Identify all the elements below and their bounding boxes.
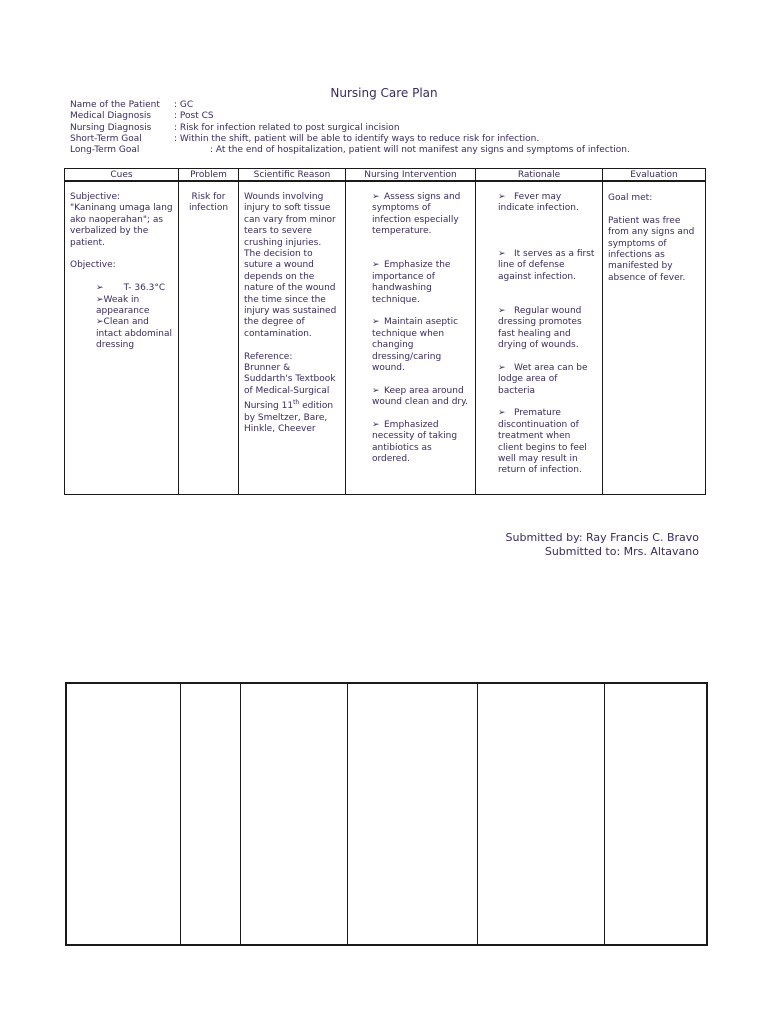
care-plan-table bbox=[64, 168, 706, 495]
arrow-bullet-icon: ➢ bbox=[372, 260, 380, 271]
subjective-label: Subjective: bbox=[70, 192, 121, 202]
arrow-bullet-icon: ➢ bbox=[498, 192, 506, 202]
objective-item-text: Weak in appearance bbox=[96, 294, 150, 317]
info-label: Short-Term Goal bbox=[70, 133, 142, 144]
header-problem: Problem bbox=[179, 169, 239, 182]
arrow-bullet-icon: ➢ bbox=[372, 420, 380, 431]
header-evaluation: Evaluation bbox=[603, 169, 706, 182]
arrow-bullet-icon: ➢ bbox=[498, 305, 506, 316]
info-value: : Within the shift, patient will be able to identify ways to reduce risk for infection. bbox=[174, 133, 540, 144]
intervention-text: Emphasize the importance of handwashing technique. bbox=[372, 260, 451, 305]
arrow-bullet-icon: ➢ bbox=[96, 283, 104, 294]
arrow-bullet-icon: ➢ bbox=[498, 362, 506, 373]
header-nursing-intervention: Nursing Intervention bbox=[346, 169, 476, 182]
submitted-by: Submitted by: Ray Francis C. Bravo bbox=[505, 531, 699, 544]
rationale-text: Fever may indicate infection. bbox=[498, 192, 579, 214]
arrow-bullet-icon: ➢ bbox=[498, 408, 506, 419]
list-item bbox=[70, 295, 173, 318]
blank-cell bbox=[240, 683, 347, 945]
rationale-text: Premature discontinuation of treatment when client begins to feel well may result in return of infection. bbox=[498, 408, 587, 476]
problem-cell bbox=[179, 181, 239, 495]
problem-text: Risk for infection bbox=[188, 192, 229, 214]
header-cues: Cues bbox=[65, 169, 179, 182]
scientific-reason-text: Wounds involving injury to soft tissue can vary from minor tears to severe crushing injuries. The decision to suture a wound depends on the nature of the wound the time since the injury was sustained the degree of contamination. bbox=[244, 192, 337, 339]
nursing-intervention-cell bbox=[346, 181, 476, 495]
list-item bbox=[346, 192, 471, 238]
info-label: Medical Diagnosis bbox=[70, 111, 152, 122]
info-label: Long-Term Goal bbox=[70, 145, 140, 156]
evaluation-cell bbox=[603, 181, 706, 495]
arrow-bullet-icon: ➢ bbox=[372, 192, 380, 202]
header-scientific-reason: Scientific Reason bbox=[239, 169, 346, 182]
evaluation-label: Goal met: bbox=[608, 193, 653, 203]
list-item bbox=[346, 317, 471, 374]
blank-cell bbox=[347, 683, 477, 945]
arrow-bullet-icon: ➢ bbox=[96, 317, 104, 328]
reference-text bbox=[244, 363, 340, 435]
info-value: : At the end of hospitalization, patient will not manifest any signs and symptoms of infection. bbox=[210, 145, 630, 156]
header-rationale: Rationale bbox=[476, 169, 603, 182]
blank-cell bbox=[604, 683, 707, 945]
list-item bbox=[498, 363, 596, 397]
objective-item-text: T- 36.3°C bbox=[123, 283, 166, 294]
rationale-text: Regular wound dressing promotes fast healing and drying of wounds. bbox=[498, 305, 582, 351]
table-row bbox=[66, 683, 707, 945]
rationale-text: It serves as a first line of defense against infection. bbox=[498, 248, 595, 282]
list-item bbox=[498, 306, 596, 352]
cues-cell bbox=[65, 181, 179, 495]
intervention-text: Maintain aseptic technique when changing dressing/caring wound. bbox=[372, 317, 459, 374]
table-row bbox=[65, 181, 706, 495]
rationale-cell bbox=[476, 181, 603, 495]
evaluation-text: Patient was free from any signs and symptoms of infections as manifested by absence of fever. bbox=[608, 215, 695, 283]
page-title: Nursing Care Plan bbox=[330, 86, 438, 100]
list-item bbox=[346, 386, 471, 409]
intervention-text: Emphasized necessity of taking antibiotics as ordered. bbox=[372, 420, 458, 465]
arrow-bullet-icon: ➢ bbox=[96, 294, 104, 305]
list-item bbox=[70, 283, 173, 294]
subjective-text: "Kaninang umaga lang ako naoperahan"; as verbalized by the patient. bbox=[70, 203, 173, 248]
intervention-text: Keep area around wound clean and dry. bbox=[372, 385, 469, 408]
scientific-reason-cell bbox=[239, 181, 346, 495]
intervention-text: Assess signs and symptoms of infection especially temperature. bbox=[372, 192, 461, 237]
list-item bbox=[346, 420, 471, 466]
blank-table bbox=[65, 682, 708, 946]
list-item bbox=[498, 408, 596, 476]
blank-cell bbox=[477, 683, 604, 945]
list-item bbox=[498, 249, 596, 283]
arrow-bullet-icon: ➢ bbox=[498, 248, 506, 259]
info-value: : Post CS bbox=[174, 111, 214, 122]
objective-item-text: Clean and intact abdominal dressing bbox=[96, 317, 173, 351]
info-label: Nursing Diagnosis bbox=[70, 122, 152, 133]
list-item bbox=[70, 317, 173, 351]
list-item bbox=[498, 192, 596, 215]
reference-pre: Brunner & Suddarth's Textbook of Medical-Surgical Nursing 11 bbox=[244, 363, 336, 412]
reference-sup: th bbox=[293, 399, 300, 407]
blank-cell bbox=[66, 683, 180, 945]
info-value: : Risk for infection related to post surgical incision bbox=[174, 122, 400, 133]
reference-label: Reference: bbox=[244, 351, 293, 362]
info-value: : GC bbox=[174, 100, 194, 110]
objective-label: Objective: bbox=[70, 260, 116, 271]
list-item bbox=[346, 260, 471, 306]
submitted-to: Submitted to: Mrs. Altavano bbox=[544, 545, 699, 558]
blank-cell bbox=[180, 683, 240, 945]
reference-post: edition by Smeltzer, Bare, Hinkle, Cheever bbox=[244, 401, 334, 435]
info-label: Name of the Patient bbox=[70, 100, 160, 110]
arrow-bullet-icon: ➢ bbox=[372, 317, 380, 328]
submission-info bbox=[506, 531, 699, 559]
arrow-bullet-icon: ➢ bbox=[372, 385, 380, 396]
rationale-text: Wet area can be lodge area of bacteria bbox=[498, 362, 588, 396]
